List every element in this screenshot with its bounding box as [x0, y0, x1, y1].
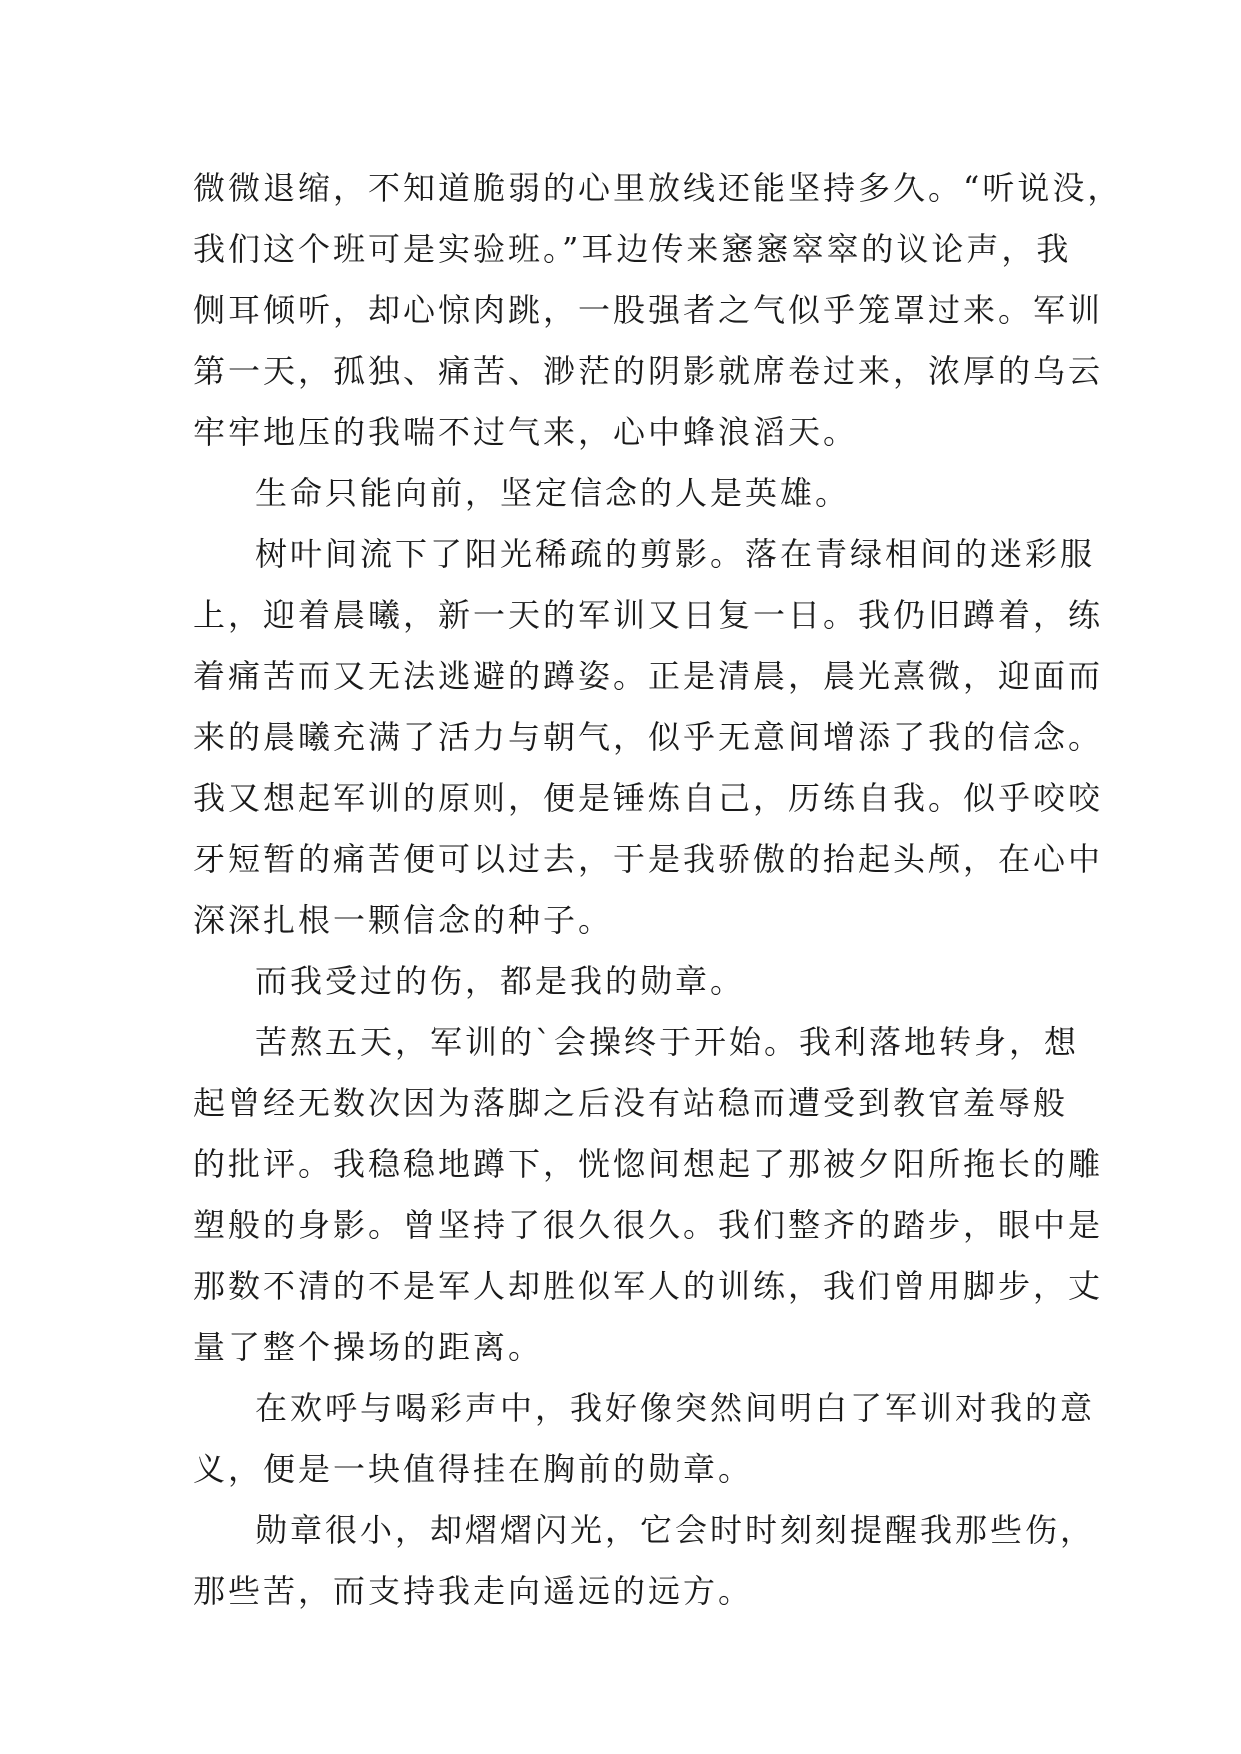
text-line: 牙短暂的痛苦便可以过去，于是我骄傲的抬起头颅，在心中: [193, 840, 1104, 878]
text-line: 勋章很小，却熠熠闪光，它会时时刻刻提醒我那些伤，: [255, 1511, 1096, 1549]
text-line: 我们这个班可是实验班。”耳边传来窸窸窣窣的议论声，我: [193, 230, 1072, 268]
text-line: 义，便是一块值得挂在胸前的勋章。: [193, 1450, 754, 1488]
text-line: 牢牢地压的我喘不过气来，心中蜂浪滔天。: [193, 413, 859, 451]
text-line: 塑般的身影。曾坚持了很久很久。我们整齐的踏步，眼中是: [193, 1206, 1104, 1244]
text-line: 上，迎着晨曦，新一天的军训又日复一日。我仍旧蹲着，练: [193, 596, 1104, 634]
text-line: 那数不清的不是军人却胜似军人的训练，我们曾用脚步，丈: [193, 1267, 1104, 1305]
essay-body: [193, 158, 1123, 1622]
text-line: 微微退缩，不知道脆弱的心里放线还能坚持多久。“听说没，: [193, 169, 1123, 207]
text-line: 树叶间流下了阳光稀疏的剪影。落在青绿相间的迷彩服: [255, 535, 1096, 573]
text-line: 我又想起军训的原则，便是锤炼自己，历练自我。似乎咬咬: [193, 779, 1104, 817]
text-line: 起曾经无数次因为落脚之后没有站稳而遭受到教官羞辱般: [193, 1084, 1069, 1122]
text-line: 的批评。我稳稳地蹲下，恍惚间想起了那被夕阳所拖长的雕: [193, 1145, 1104, 1183]
text-line: 来的晨曦充满了活力与朝气，似乎无意间增添了我的信念。: [193, 718, 1104, 756]
text-line: 而我受过的伤，都是我的勋章。: [255, 962, 746, 1000]
text-line: 侧耳倾听，却心惊肉跳，一股强者之气似乎笼罩过来。军训: [193, 291, 1104, 329]
text-line: 苦熬五天，军训的`会操终于开始。我利落地转身，想: [255, 1023, 1080, 1061]
text-line: 着痛苦而又无法逃避的蹲姿。正是清晨，晨光熹微，迎面而: [193, 657, 1104, 695]
text-line: 深深扎根一颗信念的种子。: [193, 901, 614, 939]
text-line: 生命只能向前，坚定信念的人是英雄。: [255, 474, 851, 512]
text-line: 那些苦，而支持我走向遥远的远方。: [193, 1572, 754, 1610]
text-line: 在欢呼与喝彩声中，我好像突然间明白了军训对我的意: [255, 1389, 1096, 1427]
text-line: 量了整个操场的距离。: [193, 1328, 544, 1366]
text-line: 第一天，孤独、痛苦、渺茫的阴影就席卷过来，浓厚的乌云: [193, 352, 1104, 390]
